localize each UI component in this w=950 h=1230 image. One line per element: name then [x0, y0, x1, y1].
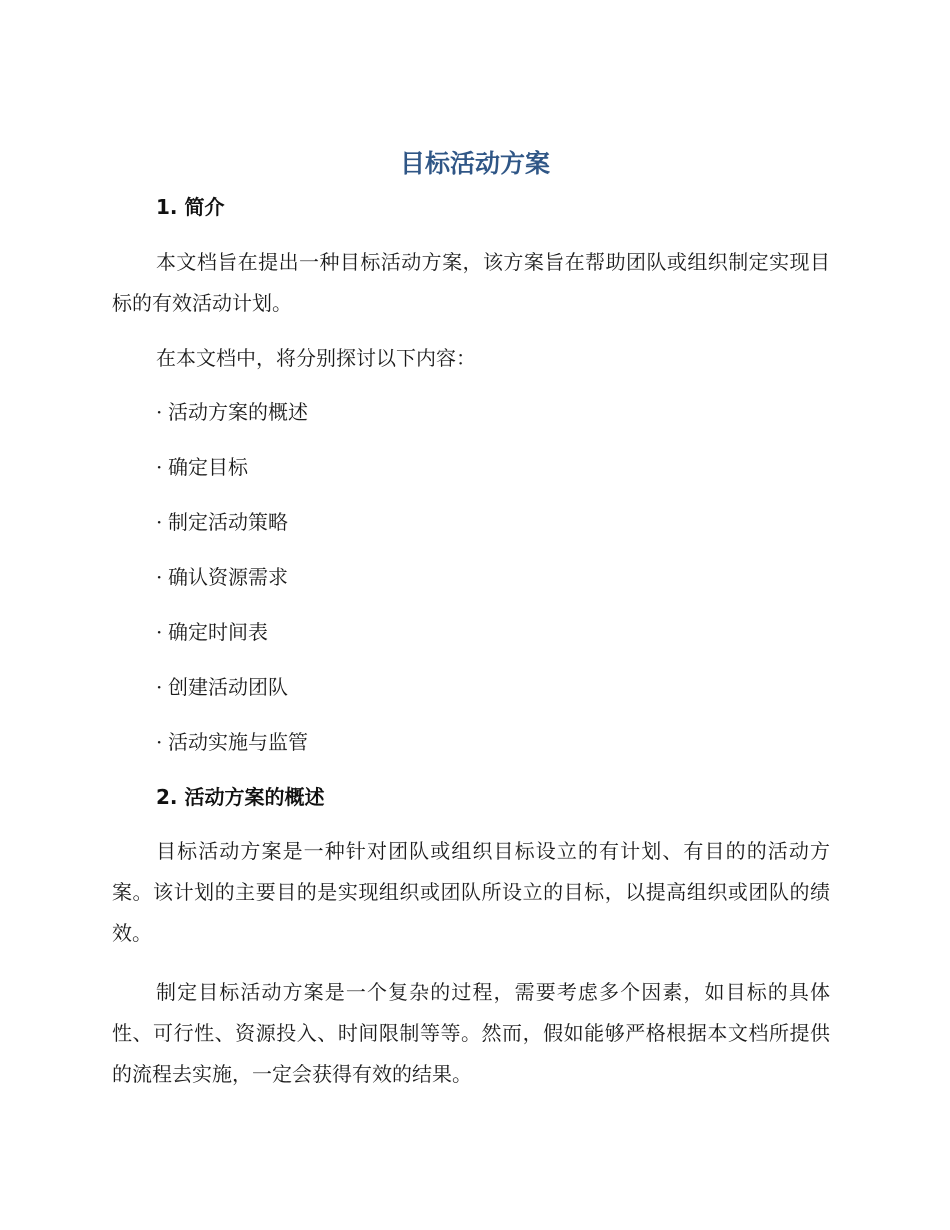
list-item: [156, 563, 288, 591]
bullet-dot: ·: [156, 510, 163, 534]
overview-paragraph-2: 制定目标活动方案是一个复杂的过程，需要考虑多个因素，如目标的具体性、可行性、资源投入、时间限制等等。然而，假如能够严格根据本文档所提供的流程去实施，一定会获得有效的结果。: [112, 980, 830, 1086]
overview-paragraph-1: 目标活动方案是一种针对团队或组织目标设立的有计划、有目的的活动方案。该计划的主要目的是实现组织或团队所设立的目标，以提高组织或团队的绩效。: [112, 839, 830, 945]
list-item: [156, 398, 308, 426]
list-item-text: 活动实施与监管: [168, 730, 308, 754]
section-heading-intro: 1. 简介: [156, 195, 225, 219]
bullet-dot: ·: [156, 400, 163, 424]
list-item: [156, 673, 288, 701]
list-item-text: 创建活动团队: [168, 675, 288, 699]
list-item: [156, 508, 288, 536]
bullet-dot: ·: [156, 565, 163, 589]
intro-paragraph: 本文档旨在提出一种目标活动方案，该方案旨在帮助团队或组织制定实现目标的有效活动计划。: [112, 250, 830, 315]
list-item: [156, 453, 248, 481]
bullet-dot: ·: [156, 730, 163, 754]
document-title: 目标活动方案: [399, 149, 550, 178]
list-item: [156, 618, 268, 646]
list-item-text: 确定目标: [168, 455, 248, 479]
list-item-text: 确认资源需求: [168, 565, 288, 589]
list-item-text: 确定时间表: [168, 620, 268, 644]
bullet-dot: ·: [156, 455, 163, 479]
list-item-text: 活动方案的概述: [168, 400, 308, 424]
list-item-text: 制定活动策略: [168, 510, 288, 534]
intro-lead-in: 在本文档中，将分别探讨以下内容：: [156, 346, 476, 370]
bullet-dot: ·: [156, 620, 163, 644]
list-item: [156, 728, 308, 756]
section-heading-overview: 2. 活动方案的概述: [156, 785, 325, 809]
bullet-dot: ·: [156, 675, 163, 699]
